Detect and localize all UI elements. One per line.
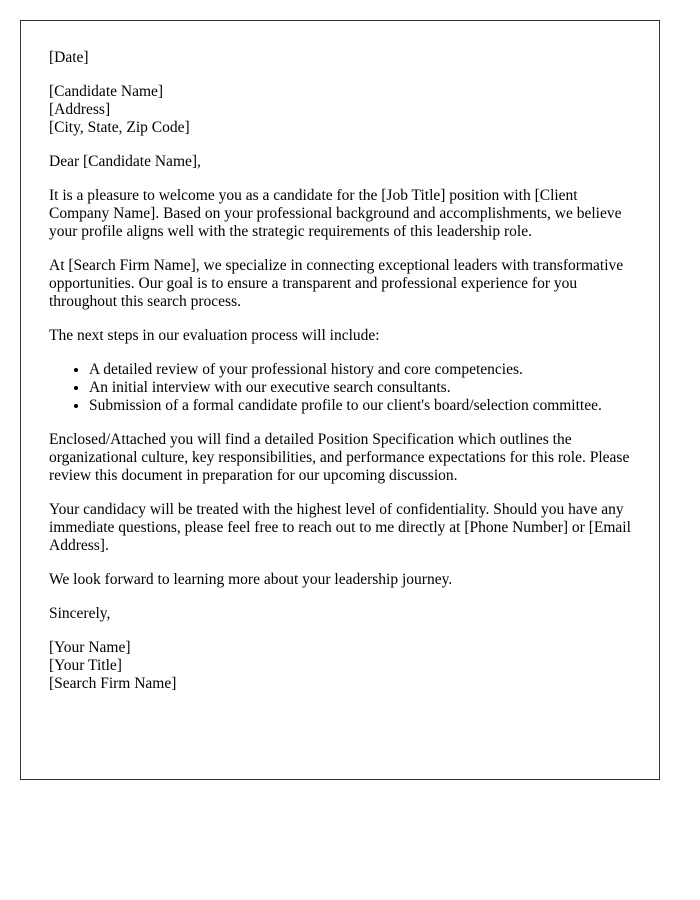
list-item: • A detailed review of your professional history and core competencies.: [89, 361, 631, 379]
signature-block: [49, 639, 631, 693]
firm-intro-paragraph: At [Search Firm Name], we specialize in connecting exceptional leaders with transformative opportunities. Our goal is to ensure a transparent and professional experience for you throughout this search process.: [49, 257, 624, 310]
recipient-address-block: [49, 83, 631, 137]
recipient-name: [Candidate Name]: [49, 83, 164, 100]
salutation: Dear [Candidate Name],: [49, 153, 201, 170]
recipient-address: [Address]: [49, 101, 111, 118]
next-steps-list: [49, 361, 631, 415]
next-steps-intro: The next steps in our evaluation process will include:: [49, 327, 380, 344]
letter-page: [20, 20, 660, 780]
list-item: • Submission of a formal candidate profile to our client's board/selection committee.: [89, 397, 631, 415]
signer-title: [Your Title]: [49, 657, 122, 674]
signoff: Sincerely,: [49, 605, 111, 622]
recipient-city-state-zip: [City, State, Zip Code]: [49, 119, 190, 136]
signer-firm: [Search Firm Name]: [49, 675, 177, 692]
enclosure-paragraph: Enclosed/Attached you will find a detailed Position Specification which outlines the organizational culture, key responsibilities, and performance expectations for this role. Please review this document in preparation for our upcoming discussion.: [49, 431, 630, 484]
list-item: • An initial interview with our executive search consultants.: [89, 379, 631, 397]
letter-date: [Date]: [49, 49, 89, 66]
signer-name: [Your Name]: [49, 639, 131, 656]
welcome-paragraph: It is a pleasure to welcome you as a candidate for the [Job Title] position with [Client Company Name]. Based on your professional background and accomplishments, we believe your profile aligns well with the strategic requirements of this leadership role.: [49, 187, 622, 240]
closing-paragraph: We look forward to learning more about your leadership journey.: [49, 571, 453, 588]
confidentiality-paragraph: Your candidacy will be treated with the highest level of confidentiality. Should you have any immediate questions, please feel free to reach out to me directly at [Phone Number] or [Email Address].: [49, 501, 631, 554]
